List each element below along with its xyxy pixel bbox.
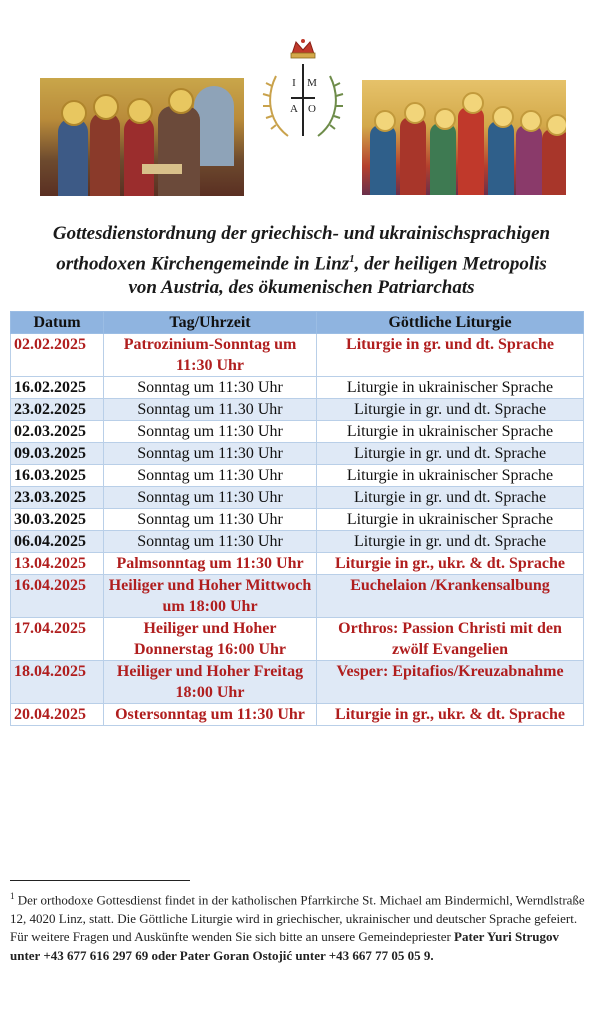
row-liturgy: Liturgie in gr., ukr. & dt. Sprache [317,553,584,575]
table-row [11,334,584,377]
table-row [11,661,584,704]
title-line-2-tail: , der heiligen Metropolis [354,252,547,274]
row-date: 16.04.2025 [11,575,104,618]
row-date: 06.04.2025 [11,531,104,553]
row-time: Palmsonntag um 11:30 Uhr [104,553,317,575]
row-date: 30.03.2025 [11,509,104,531]
row-time: Sonntag um 11.30 Uhr [104,399,317,421]
emblem-letter-1: I [292,77,296,89]
row-date: 17.04.2025 [11,618,104,661]
table-row [11,421,584,443]
row-liturgy: Liturgie in gr. und dt. Sprache [317,334,584,377]
olive-branch-icon [318,76,343,136]
row-time: Patrozinium-Sonntag um 11:30 Uhr [104,334,317,377]
row-time: Sonntag um 11:30 Uhr [104,465,317,487]
footnote-divider [10,880,190,881]
table-row [11,531,584,553]
row-time: Sonntag um 11:30 Uhr [104,487,317,509]
row-liturgy: Liturgie in gr. und dt. Sprache [317,443,584,465]
row-date: 23.02.2025 [11,399,104,421]
table-row [11,465,584,487]
wheat-icon [263,76,288,136]
header-date: Datum [11,312,104,334]
row-liturgy: Liturgie in gr., ukr. & dt. Sprache [317,704,584,726]
row-time: Sonntag um 11:30 Uhr [104,377,317,399]
title-line-2-text: orthodoxen Kirchengemeinde in Linz [56,252,350,274]
footnote [10,887,585,965]
row-date: 23.03.2025 [11,487,104,509]
header-day-time: Tag/Uhrzeit [104,312,317,334]
row-date: 18.04.2025 [11,661,104,704]
row-time: Sonntag um 11:30 Uhr [104,531,317,553]
page-title [0,222,603,301]
row-time: Heiliger und Hoher Freitag 18:00 Uhr [104,661,317,704]
row-liturgy: Liturgie in ukrainischer Sprache [317,509,584,531]
title-line-3: von Austria, des ökumenischen Patriarchats [128,277,475,299]
row-date: 13.04.2025 [11,553,104,575]
metropolis-emblem [258,36,348,148]
row-time: Heiliger und Hoher Mittwoch um 18:00 Uhr [104,575,317,618]
table-row [11,575,584,618]
table-row [11,487,584,509]
footnote-marker: 1 [10,891,15,901]
table-row [11,443,584,465]
row-time: Sonntag um 11:30 Uhr [104,421,317,443]
row-date: 02.02.2025 [11,334,104,377]
table-row [11,399,584,421]
emblem-letter-2: M [307,77,317,89]
row-time: Sonntag um 11:30 Uhr [104,443,317,465]
table-row [11,704,584,726]
temple-arch [194,86,234,166]
row-date: 16.02.2025 [11,377,104,399]
row-liturgy: Liturgie in ukrainischer Sprache [317,465,584,487]
row-date: 02.03.2025 [11,421,104,443]
row-date: 09.03.2025 [11,443,104,465]
row-liturgy: Vesper: Epitafios/Kreuzabnahme [317,661,584,704]
row-liturgy: Liturgie in gr. und dt. Sprache [317,487,584,509]
row-liturgy: Orthros: Passion Christi mit den zwölf Evangelien [317,618,584,661]
row-liturgy: Liturgie in gr. und dt. Sprache [317,531,584,553]
emblem-letter-3: A [290,103,298,115]
table-header-row [11,312,584,334]
table-row [11,377,584,399]
emblem-letter-4: O [308,103,316,115]
crown-icon [291,39,315,58]
footnote-text: Der orthodoxe Gottesdienst findet in der katholischen Pfarrkirche St. Michael am Bindermichl, Werndlstraße 12, 4020 Linz, statt. Die Göttliche Liturgie wird in griechischer, ukrainischer und deutscher Sprache gefeiert. Für weitere Fragen und Auskünfte wenden Sie sich bitte an unsere Gemeindepriester [10,892,585,945]
row-time: Heiliger und Hoher Donnerstag 16:00 Uhr [104,618,317,661]
row-date: 20.04.2025 [11,704,104,726]
row-date: 16.03.2025 [11,465,104,487]
row-time: Sonntag um 11:30 Uhr [104,509,317,531]
service-schedule-table [10,311,584,726]
archangels-icon-image [362,80,566,195]
table-row [11,509,584,531]
footnote-ref: 1 [349,252,355,265]
row-time: Ostersonntag um 11:30 Uhr [104,704,317,726]
title-line-2 [0,247,603,277]
row-liturgy: Liturgie in ukrainischer Sprache [317,377,584,399]
footnote-contacts: Pater Yuri Strugov unter +43 677 616 297 69 oder Pater Goran Ostojić unter +43 667 77 05 05 9. [10,929,560,963]
table-row [11,618,584,661]
cross-icon [291,64,315,136]
title-line-1: Gottesdienstordnung der griechisch- und ukrainischsprachigen [52,223,551,244]
row-liturgy: Liturgie in gr. und dt. Sprache [317,399,584,421]
table-row [11,553,584,575]
presentation-icon-image [40,78,244,196]
row-liturgy: Euchelaion /Krankensalbung [317,575,584,618]
row-liturgy: Liturgie in ukrainischer Sprache [317,421,584,443]
header-liturgy: Göttliche Liturgie [317,312,584,334]
